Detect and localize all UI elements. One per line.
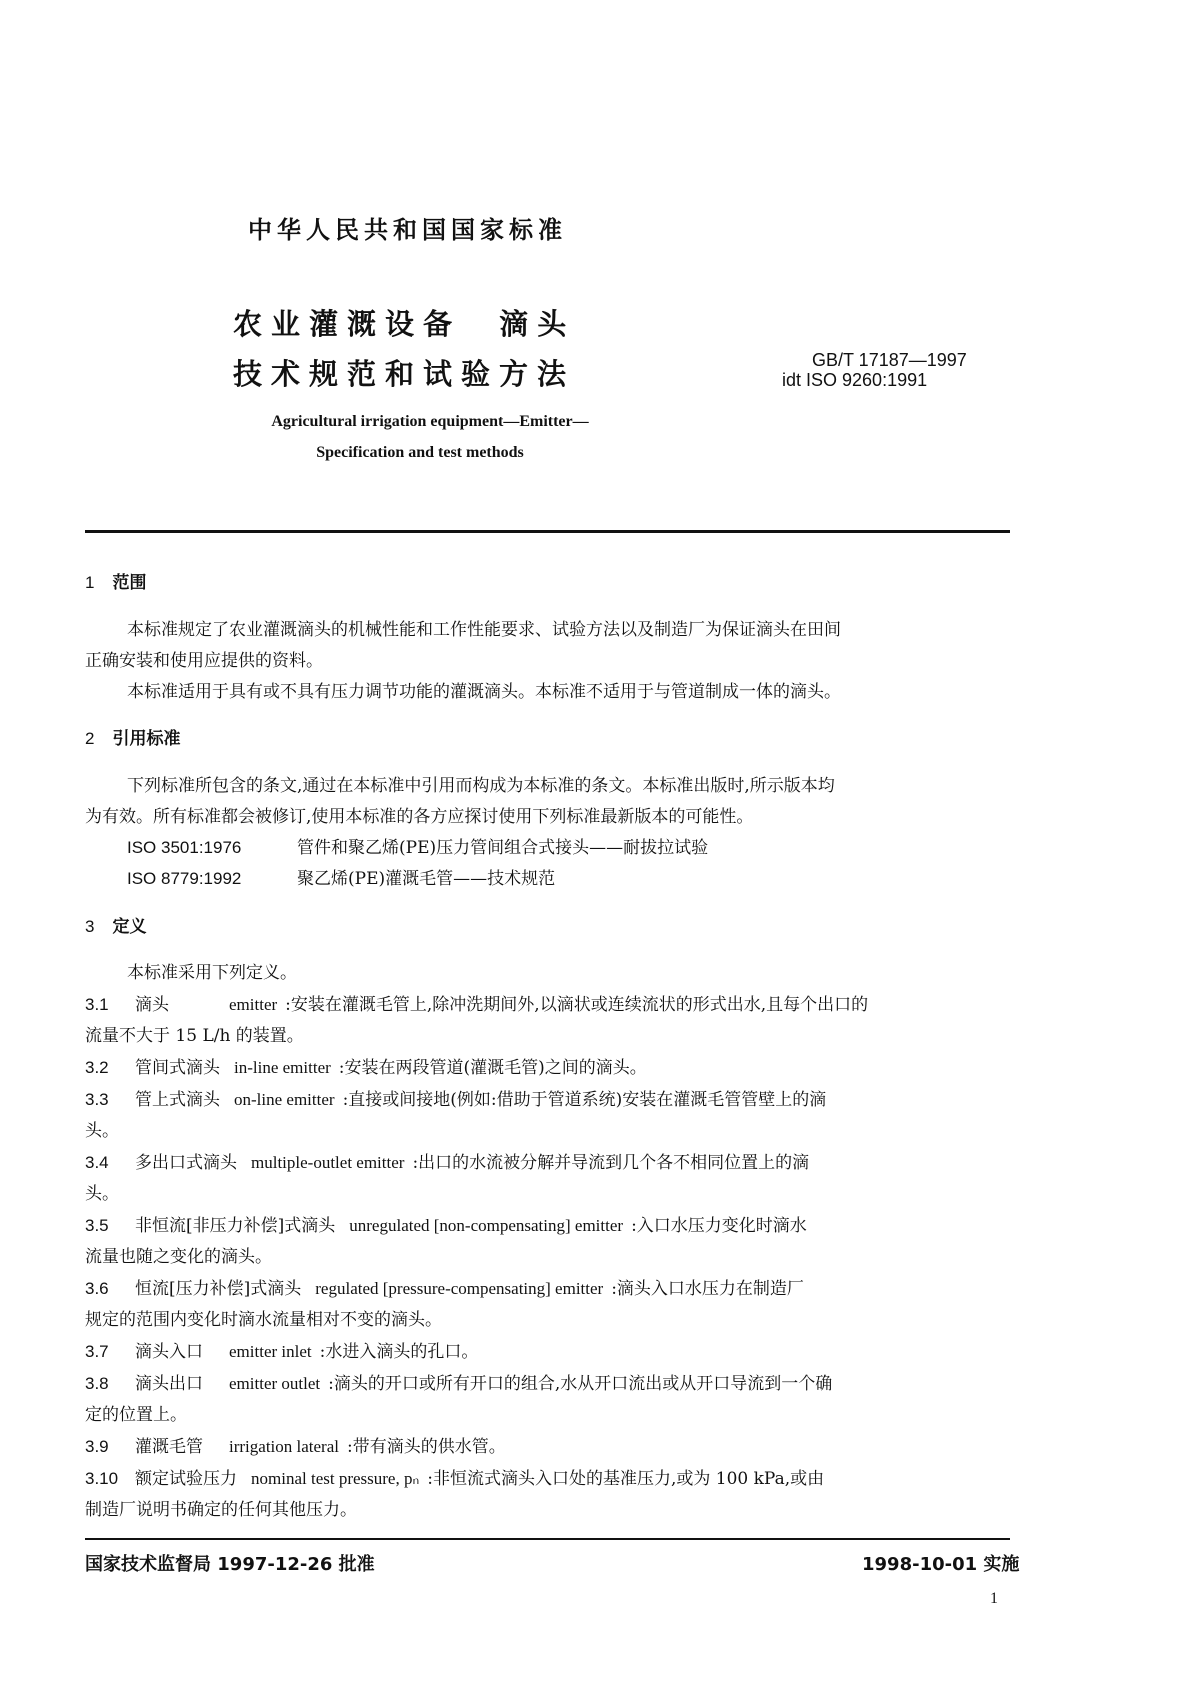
definition: 3.7 滴头入口 emitter inlet :水进入滴头的孔口。 [85,1342,479,1362]
definition: 3.10 额定试验压力 nominal test pressure, pₙ :非恒流式滴头入口处的基准压力,或为 100 kPa,或由 [85,1469,825,1489]
definition: 3.6 恒流[压力补偿]式滴头 regulated [pressure-compensating] emitter :滴头入口水压力在制造厂 [85,1279,804,1299]
definition-continued: 流量也随之变化的滴头。 [85,1247,272,1267]
paragraph: 为有效。所有标准都会被修订,使用本标准的各方应探讨使用下列标准最新版本的可能性。 [85,807,754,827]
definition-continued: 头。 [85,1121,119,1141]
footer-divider [85,1538,1010,1540]
paragraph: 本标准采用下列定义。 [127,963,297,983]
definition-continued: 定的位置上。 [85,1405,187,1425]
standard-title: 中华人民共和国国家标准 [248,216,567,244]
section-heading: 2 引用标准 [85,729,181,749]
english-title-line1: Agricultural irrigation equipment—Emitter— [271,413,589,430]
document-title-line2: 技术规范和试验方法 [233,357,576,391]
definition-continued: 头。 [85,1184,119,1204]
definition-continued: 制造厂说明书确定的任何其他压力。 [85,1500,357,1520]
definition-continued: 流量不大于 15 L/h 的装置。 [85,1026,304,1046]
standard-idt-code: idt ISO 9260:1991 [782,370,928,390]
effective-date: 1998-10-01 实施 [862,1554,1020,1575]
section-heading: 3 定义 [85,917,147,937]
reference-item: ISO 3501:1976 管件和聚乙烯(PE)压力管间组合式接头——耐拔拉试验 [127,838,709,858]
paragraph: 下列标准所包含的条文,通过在本标准中引用而构成为本标准的条文。本标准出版时,所示版本均 [127,776,835,796]
paragraph: 本标准规定了农业灌溉滴头的机械性能和工作性能要求、试验方法以及制造厂为保证滴头在田间 [127,620,841,640]
page-number: 1 [990,1590,998,1607]
definition: 3.9 灌溉毛管 irrigation lateral :带有滴头的供水管。 [85,1437,506,1457]
reference-item: ISO 8779:1992 聚乙烯(PE)灌溉毛管——技术规范 [127,869,556,889]
english-title-line2: Specification and test methods [316,444,524,461]
paragraph: 本标准适用于具有或不具有压力调节功能的灌溉滴头。本标准不适用于与管道制成一体的滴头。 [127,682,841,702]
definition: 3.4 多出口式滴头 multiple-outlet emitter :出口的水流被分解并导流到几个各不相同位置上的滴 [85,1153,810,1173]
standard-code: GB/T 17187—1997 [812,350,967,370]
definition: 3.1 滴头 emitter :安装在灌溉毛管上,除冲洗期间外,以滴状或连续流状的形式出水,且每个出口的 [85,995,869,1015]
definition: 3.2 管间式滴头 in-line emitter :安装在两段管道(灌溉毛管)之间的滴头。 [85,1058,647,1078]
issue-date: 国家技术监督局 1997-12-26 批准 [85,1554,375,1575]
definition: 3.3 管上式滴头 on-line emitter :直接或间接地(例如:借助于管道系统)安装在灌溉毛管管壁上的滴 [85,1090,827,1110]
paragraph: 正确安装和使用应提供的资料。 [85,651,323,671]
definition-continued: 规定的范围内变化时滴水流量相对不变的滴头。 [85,1310,442,1330]
document-title-line1: 农业灌溉设备 滴头 [233,307,576,341]
definition: 3.5 非恒流[非压力补偿]式滴头 unregulated [non-compensating] emitter :入口水压力变化时滴水 [85,1216,807,1236]
section-heading: 1 范围 [85,573,147,593]
header-divider [85,530,1010,533]
definition: 3.8 滴头出口 emitter outlet :滴头的开口或所有开口的组合,水从开口流出或从开口导流到一个确 [85,1374,833,1394]
